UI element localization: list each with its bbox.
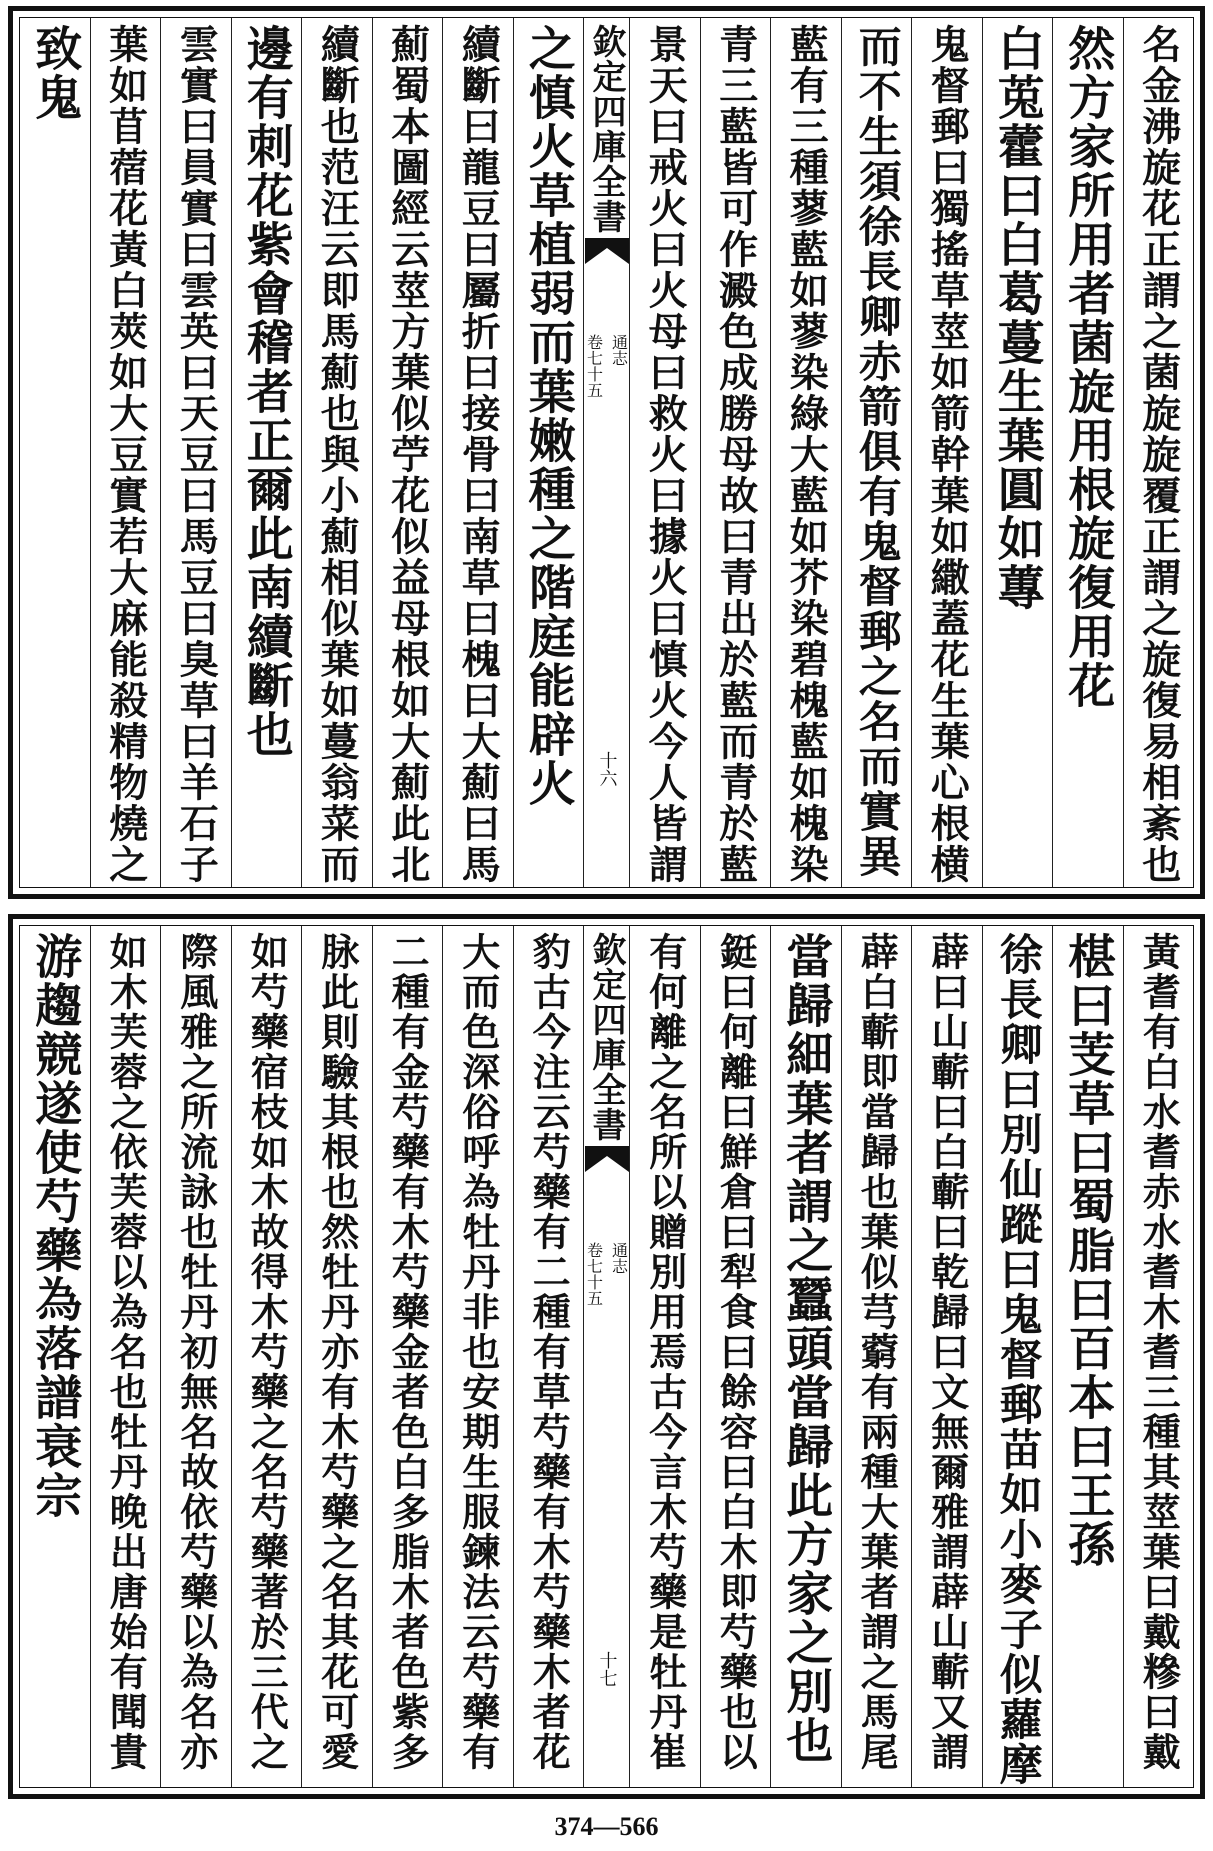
book-title: 欽定四庫全書 — [586, 24, 626, 234]
text-column: 之慎火草植弱而葉嫩種之階庭能辟火 — [513, 18, 584, 887]
upper-page — [0, 0, 1213, 905]
page-reference: 374—566 — [554, 1812, 659, 1841]
text-column: 青三藍皆可作澱色成勝母故曰青出於藍而青於藍 — [700, 18, 771, 887]
text-column: 薜曰山蘄曰白蘄曰乾歸曰文無爾雅謂薜山蘄又謂 — [911, 926, 982, 1787]
text-column: 名金沸旋花正謂之菌旋旋覆正謂之旋復易相紊也 — [1123, 18, 1194, 887]
text-column: 白莵藿曰白葛蔓生葉圓如蓴 — [982, 18, 1053, 887]
text-column: 邊有刺花紫會稽者正爾此南續斷也 — [231, 18, 302, 887]
center-fold — [583, 926, 629, 1787]
text-column: 雲實曰員實曰雲英曰天豆曰馬豆曰臭草曰羊石子 — [160, 18, 231, 887]
text-column: 薊蜀本圖經云莖方葉似苧花似益母根如大薊此北 — [372, 18, 443, 887]
work-title: 通志 — [609, 334, 629, 366]
leaf-number: 十七 — [596, 1651, 618, 1687]
lower-page — [0, 908, 1213, 1805]
text-column: 如木芙蓉之依芙蓉以為名也牡丹晚出唐始有聞貴 — [90, 926, 161, 1787]
text-column: 續斷曰龍豆曰屬折曰接骨曰南草曰槐曰大薊曰馬 — [442, 18, 513, 887]
text-block — [19, 17, 1194, 888]
fish-tail-icon — [585, 1146, 629, 1172]
text-column: 藍有三種蓼藍如蓼染綠大藍如芥染碧槐藍如槐染 — [770, 18, 841, 887]
chapter-number: 卷七十五 — [584, 334, 604, 398]
text-column: 豹古今注云芍藥有二種有草芍藥有木芍藥木者花 — [513, 926, 584, 1787]
page-border — [8, 914, 1205, 1799]
text-column: 然方家所用者菌旋用根旋復用花 — [1052, 18, 1123, 887]
text-column: 有何離之名所以贈別用焉古今言木芍藥是牡丹崔 — [629, 926, 700, 1787]
text-column: 鋌曰何離曰鮮倉曰犁食曰餘容曰白木即芍藥也以 — [700, 926, 771, 1787]
text-column: 大而色深俗呼為牡丹非也安期生服鍊法云芍藥有 — [442, 926, 513, 1787]
text-column: 游趨競遂使芍藥為落譜衰宗 — [27, 932, 83, 1520]
chapter-number: 卷七十五 — [584, 1242, 604, 1306]
book-title: 欽定四庫全書 — [586, 932, 626, 1142]
text-column: 而不生須徐長卿赤箭俱有鬼督郵之名而實異 — [841, 18, 912, 887]
work-title: 通志 — [609, 1242, 629, 1274]
text-column: 椹曰芰草曰蜀脂曰百本曰王孫 — [1052, 926, 1123, 1787]
text-column: 致鬼 — [27, 24, 83, 122]
text-column: 薜白蘄即當歸也葉似芎藭有兩種大葉者謂之馬尾 — [841, 926, 912, 1787]
text-block — [19, 925, 1194, 1788]
text-column: 徐長卿曰別仙蹤曰鬼督郵苗如小麥子似蘿摩 — [982, 926, 1053, 1787]
text-column: 如芍藥宿枝如木故得木芍藥之名芍藥著於三代之 — [231, 926, 302, 1787]
page-border — [8, 6, 1205, 899]
text-column: 續斷也范汪云即馬薊也與小薊相似葉如蔓翁菜而 — [301, 18, 372, 887]
text-column: 當歸細葉者謂之蠶頭當歸此方家之別也 — [770, 926, 841, 1787]
text-column: 黃耆有白水耆赤水耆木耆三種其莖葉曰戴糝曰戴 — [1123, 926, 1194, 1787]
leaf-number: 十六 — [596, 751, 618, 787]
text-column: 際風雅之所流詠也牡丹初無名故依芍藥以為名亦 — [160, 926, 231, 1787]
text-column: 景天曰戒火曰火母曰救火曰據火曰慎火今人皆謂 — [629, 18, 700, 887]
text-column: 葉如苜蓿花黃白莢如大豆實若大麻能殺精物燒之 — [90, 18, 161, 887]
fish-tail-icon — [585, 238, 629, 264]
center-fold — [583, 18, 629, 887]
text-column: 鬼督郵曰獨搖草莖如箭幹葉如繖蓋花生葉心根横 — [911, 18, 982, 887]
text-column: 二種有金芍藥有木芍藥金者色白多脂木者色紫多 — [372, 926, 443, 1787]
text-column: 脉此則驗其根也然牡丹亦有木芍藥之名其花可愛 — [301, 926, 372, 1787]
